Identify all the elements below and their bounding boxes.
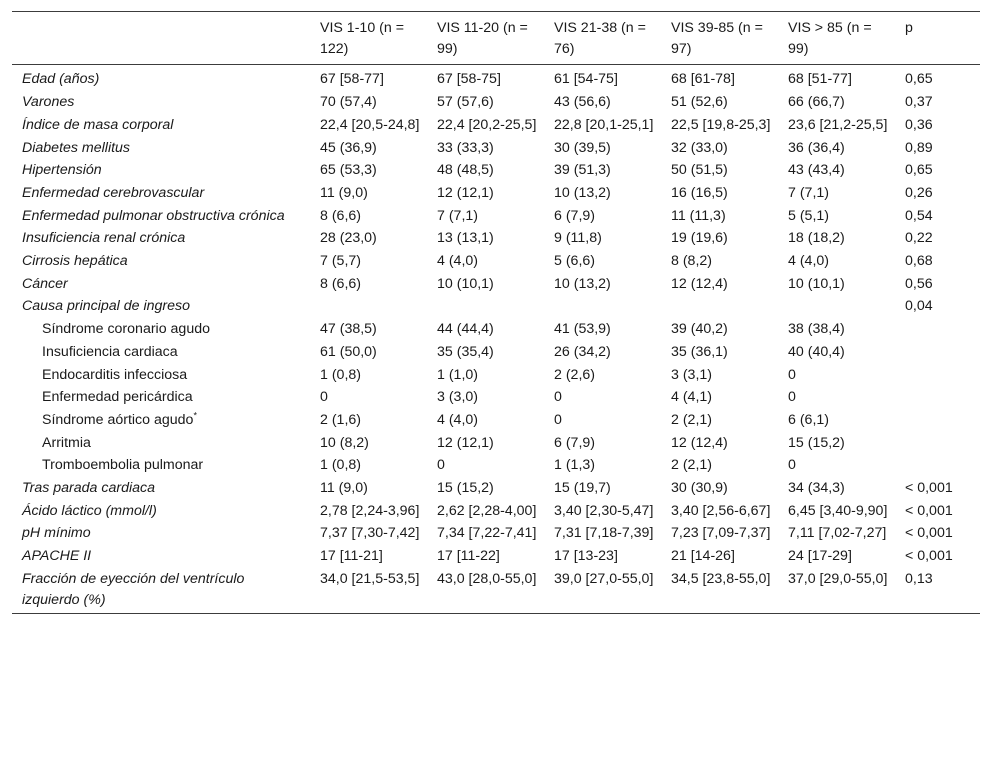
row-label-text: Endocarditis infecciosa <box>42 366 188 383</box>
value-cell: 0 <box>437 457 445 474</box>
row-label-text: Insuficiencia renal crónica <box>22 230 186 247</box>
value-cell: 17 [11-21] <box>320 548 383 565</box>
row-label-text: Enfermedad pericárdica <box>42 389 193 406</box>
value-cell: 33 (33,3) <box>437 139 494 156</box>
value-cell: 43,0 [28,0-55,0] <box>437 570 537 587</box>
row-label <box>12 114 310 137</box>
value-cell: 0,04 <box>905 298 933 315</box>
value-cell: 7,31 [7,18-7,39] <box>554 525 654 542</box>
row-label <box>12 318 310 341</box>
value-cell: 65 (53,3) <box>320 162 377 179</box>
value-cell: 3 (3,1) <box>671 366 713 383</box>
value-cell <box>427 295 544 318</box>
value-cell: 10 (10,1) <box>437 275 494 292</box>
value-cell: 0 <box>788 457 796 474</box>
table-row <box>12 65 980 91</box>
value-cell: 35 (36,1) <box>671 343 728 360</box>
value-cell: 0 <box>788 366 796 383</box>
value-cell: 6,45 [3,40-9,90] <box>788 502 888 519</box>
row-label <box>12 454 310 477</box>
row-label <box>12 65 310 91</box>
value-cell: 2 (2,1) <box>671 457 713 474</box>
row-label-text: Fracción de eyección del ventrículo izquierdo (%) <box>22 570 245 608</box>
value-cell: 8 (6,6) <box>320 207 362 224</box>
row-label <box>12 545 310 568</box>
value-cell: 1 (0,8) <box>320 366 362 383</box>
value-cell: 22,4 [20,5-24,8] <box>320 116 420 133</box>
row-label-text: Cirrosis hepática <box>22 253 128 270</box>
value-cell: 0,54 <box>905 207 933 224</box>
value-cell <box>661 295 778 318</box>
value-cell <box>895 454 980 477</box>
value-cell: 22,4 [20,2-25,5] <box>437 116 537 133</box>
value-cell: 61 [54-75] <box>554 71 618 88</box>
value-cell: 39 (40,2) <box>671 321 728 338</box>
table-row <box>12 159 980 182</box>
table-row <box>12 477 980 500</box>
value-cell: 5 (5,1) <box>788 207 830 224</box>
value-cell: 16 (16,5) <box>671 184 728 201</box>
table-row <box>12 522 980 545</box>
row-label-text: Diabetes mellitus <box>22 139 131 156</box>
value-cell: 67 [58-75] <box>437 71 501 88</box>
value-cell: 34 (34,3) <box>788 480 845 497</box>
value-cell: 45 (36,9) <box>320 139 377 156</box>
value-cell: 3,40 [2,30-5,47] <box>554 502 654 519</box>
row-label <box>12 159 310 182</box>
value-cell: 7,23 [7,09-7,37] <box>671 525 771 542</box>
row-label-text: Ácido láctico (mmol/l) <box>22 502 157 519</box>
value-cell: 10 (13,2) <box>554 275 611 292</box>
value-cell: 12 (12,4) <box>671 275 728 292</box>
value-cell <box>895 364 980 387</box>
value-cell: 9 (11,8) <box>554 230 602 247</box>
table-row <box>12 364 980 387</box>
row-label-text: Arritmia <box>42 434 91 451</box>
value-cell: 15 (19,7) <box>554 480 611 497</box>
value-cell: 4 (4,1) <box>671 389 713 406</box>
value-cell: 6 (7,9) <box>554 434 596 451</box>
row-label-text: pH mínimo <box>22 525 91 542</box>
table-row <box>12 432 980 455</box>
value-cell: 15 (15,2) <box>788 434 845 451</box>
value-cell: 3,40 [2,56-6,67] <box>671 502 771 519</box>
value-cell: 8 (6,6) <box>320 275 362 292</box>
value-cell: 30 (39,5) <box>554 139 611 156</box>
row-label <box>12 182 310 205</box>
value-cell: 17 [13-23] <box>554 548 618 565</box>
table-row <box>12 500 980 523</box>
value-cell: 28 (23,0) <box>320 230 377 247</box>
value-cell: 34,5 [23,8-55,0] <box>671 570 771 587</box>
row-label <box>12 341 310 364</box>
table-body <box>12 65 980 614</box>
value-cell: 57 (57,6) <box>437 94 494 111</box>
row-label-text: Enfermedad cerebrovascular <box>22 184 205 201</box>
value-cell: 0 <box>320 389 328 406</box>
table-row <box>12 91 980 114</box>
row-label <box>12 432 310 455</box>
table-row <box>12 409 980 432</box>
value-cell: 70 (57,4) <box>320 94 377 111</box>
row-label-text: Insuficiencia cardiaca <box>42 343 178 360</box>
value-cell: 43 (43,4) <box>788 162 845 179</box>
table-row <box>12 318 980 341</box>
value-cell: 44 (44,4) <box>437 321 494 338</box>
value-cell: 39,0 [27,0-55,0] <box>554 570 654 587</box>
value-cell: 0,13 <box>905 570 933 587</box>
value-cell: 2 (2,1) <box>671 411 713 428</box>
value-cell: 4 (4,0) <box>437 411 479 428</box>
table-row <box>12 386 980 409</box>
row-label-text: APACHE II <box>22 548 92 565</box>
value-cell: 61 (50,0) <box>320 343 377 360</box>
header-cell: VIS > 85 (n = 99) <box>788 20 872 57</box>
value-cell: 2 (2,6) <box>554 366 596 383</box>
value-cell: 11 (11,3) <box>671 207 726 224</box>
value-cell: 7,34 [7,22-7,41] <box>437 525 537 542</box>
row-label-text: Enfermedad pulmonar obstructiva crónica <box>22 207 285 224</box>
row-label <box>12 295 310 318</box>
row-label <box>12 364 310 387</box>
value-cell: 12 (12,1) <box>437 184 494 201</box>
value-cell: 2,78 [2,24-3,96] <box>320 502 420 519</box>
table-row <box>12 227 980 250</box>
value-cell: 68 [61-78] <box>671 71 735 88</box>
value-cell: 22,8 [20,1-25,1] <box>554 116 654 133</box>
table-row <box>12 295 980 318</box>
value-cell: 41 (53,9) <box>554 321 611 338</box>
value-cell: 7 (7,1) <box>437 207 479 224</box>
row-label <box>12 273 310 296</box>
value-cell: 1 (0,8) <box>320 457 362 474</box>
value-cell: 4 (4,0) <box>788 253 830 270</box>
value-cell: 50 (51,5) <box>671 162 728 179</box>
value-cell: 6 (6,1) <box>788 411 830 428</box>
row-label <box>12 522 310 545</box>
value-cell: < 0,001 <box>905 480 953 497</box>
value-cell: 30 (30,9) <box>671 480 728 497</box>
value-cell: 40 (40,4) <box>788 343 845 360</box>
value-cell: 10 (13,2) <box>554 184 611 201</box>
value-cell: 13 (13,1) <box>437 230 494 247</box>
value-cell: 26 (34,2) <box>554 343 611 360</box>
value-cell <box>778 295 895 318</box>
value-cell: 5 (6,6) <box>554 253 596 270</box>
value-cell: 8 (8,2) <box>671 253 713 270</box>
header-cell: VIS 11-20 (n = 99) <box>437 20 528 57</box>
value-cell: 22,5 [19,8-25,3] <box>671 116 771 133</box>
header-row <box>12 12 980 65</box>
header-cell: VIS 1-10 (n = 122) <box>320 20 404 57</box>
row-label <box>12 91 310 114</box>
value-cell: 24 [17-29] <box>788 548 852 565</box>
value-cell: 0,26 <box>905 184 933 201</box>
value-cell: 0,89 <box>905 139 933 156</box>
row-label-text: Causa principal de ingreso <box>22 298 190 315</box>
value-cell: 11 (9,0) <box>320 184 368 201</box>
value-cell: 10 (10,1) <box>788 275 845 292</box>
table-row <box>12 341 980 364</box>
table-row <box>12 454 980 477</box>
value-cell: 4 (4,0) <box>437 253 479 270</box>
value-cell: 18 (18,2) <box>788 230 845 247</box>
table-row <box>12 137 980 160</box>
value-cell: < 0,001 <box>905 525 953 542</box>
row-label <box>12 409 310 432</box>
value-cell: 12 (12,4) <box>671 434 728 451</box>
value-cell: 67 [58-77] <box>320 71 384 88</box>
value-cell: 7,11 [7,02-7,27] <box>788 525 887 542</box>
value-cell: 10 (8,2) <box>320 434 369 451</box>
value-cell: < 0,001 <box>905 548 953 565</box>
value-cell: 32 (33,0) <box>671 139 728 156</box>
value-cell: 21 [14-26] <box>671 548 735 565</box>
table-row <box>12 205 980 228</box>
value-cell: 0,22 <box>905 230 933 247</box>
footnote-marker: * <box>193 410 197 421</box>
value-cell: 2,62 [2,28-4,00] <box>437 502 537 519</box>
header-cell: VIS 39-85 (n = 97) <box>671 20 763 57</box>
value-cell <box>895 341 980 364</box>
value-cell: 1 (1,3) <box>554 457 596 474</box>
table-row <box>12 182 980 205</box>
value-cell: 2 (1,6) <box>320 411 362 428</box>
value-cell: 0,37 <box>905 94 933 111</box>
row-label-text: Tras parada cardiaca <box>22 480 156 497</box>
value-cell: 0,65 <box>905 71 933 88</box>
row-label-text: Síndrome coronario agudo <box>42 321 210 338</box>
value-cell: 0 <box>554 411 562 428</box>
value-cell: 68 [51-77] <box>788 71 852 88</box>
row-label-text: Tromboembolia pulmonar <box>42 457 204 474</box>
row-label-text: Índice de masa corporal <box>22 116 174 133</box>
row-label-text: Hipertensión <box>22 162 102 179</box>
value-cell <box>895 318 980 341</box>
value-cell: 0,56 <box>905 275 933 292</box>
row-label-text: Edad (años) <box>22 71 100 88</box>
value-cell: 0,68 <box>905 253 933 270</box>
value-cell: 23,6 [21,2-25,5] <box>788 116 888 133</box>
row-label-text: Varones <box>22 94 75 111</box>
value-cell: 1 (1,0) <box>437 366 479 383</box>
value-cell: 48 (48,5) <box>437 162 494 179</box>
value-cell: 47 (38,5) <box>320 321 377 338</box>
value-cell: 17 [11-22] <box>437 548 500 565</box>
value-cell: 35 (35,4) <box>437 343 494 360</box>
value-cell: 0 <box>554 389 562 406</box>
row-label <box>12 477 310 500</box>
value-cell: 43 (56,6) <box>554 94 611 111</box>
value-cell: 39 (51,3) <box>554 162 611 179</box>
table-row <box>12 545 980 568</box>
table-row <box>12 250 980 273</box>
row-label <box>12 500 310 523</box>
value-cell: 66 (66,7) <box>788 94 845 111</box>
value-cell: 15 (15,2) <box>437 480 494 497</box>
value-cell <box>895 409 980 432</box>
value-cell: 12 (12,1) <box>437 434 494 451</box>
value-cell: 6 (7,9) <box>554 207 596 224</box>
value-cell <box>310 295 427 318</box>
row-label <box>12 227 310 250</box>
table-row <box>12 568 980 614</box>
value-cell: 7 (5,7) <box>320 253 362 270</box>
value-cell <box>895 386 980 409</box>
value-cell: 3 (3,0) <box>437 389 479 406</box>
header-cell: VIS 21-38 (n = 76) <box>554 20 646 57</box>
value-cell: 19 (19,6) <box>671 230 728 247</box>
row-label <box>12 137 310 160</box>
value-cell: 34,0 [21,5-53,5] <box>320 570 420 587</box>
table-row <box>12 114 980 137</box>
value-cell: 37,0 [29,0-55,0] <box>788 570 888 587</box>
value-cell: 11 (9,0) <box>320 480 368 497</box>
value-cell: 0,65 <box>905 162 933 179</box>
row-label-text: Síndrome aórtico agudo <box>42 411 194 428</box>
data-table <box>12 11 980 614</box>
row-label-text: Cáncer <box>22 275 68 292</box>
value-cell <box>895 432 980 455</box>
table-row <box>12 273 980 296</box>
value-cell: < 0,001 <box>905 502 953 519</box>
header-cell <box>12 12 310 65</box>
value-cell: 7 (7,1) <box>788 184 830 201</box>
value-cell: 51 (52,6) <box>671 94 728 111</box>
value-cell: 0 <box>788 389 796 406</box>
value-cell: 36 (36,4) <box>788 139 845 156</box>
value-cell <box>544 295 661 318</box>
value-cell: 38 (38,4) <box>788 321 845 338</box>
row-label <box>12 205 310 228</box>
row-label <box>12 250 310 273</box>
row-label <box>12 568 310 614</box>
value-cell: 7,37 [7,30-7,42] <box>320 525 420 542</box>
header-cell: p <box>905 20 913 36</box>
value-cell: 0,36 <box>905 116 933 133</box>
row-label <box>12 386 310 409</box>
